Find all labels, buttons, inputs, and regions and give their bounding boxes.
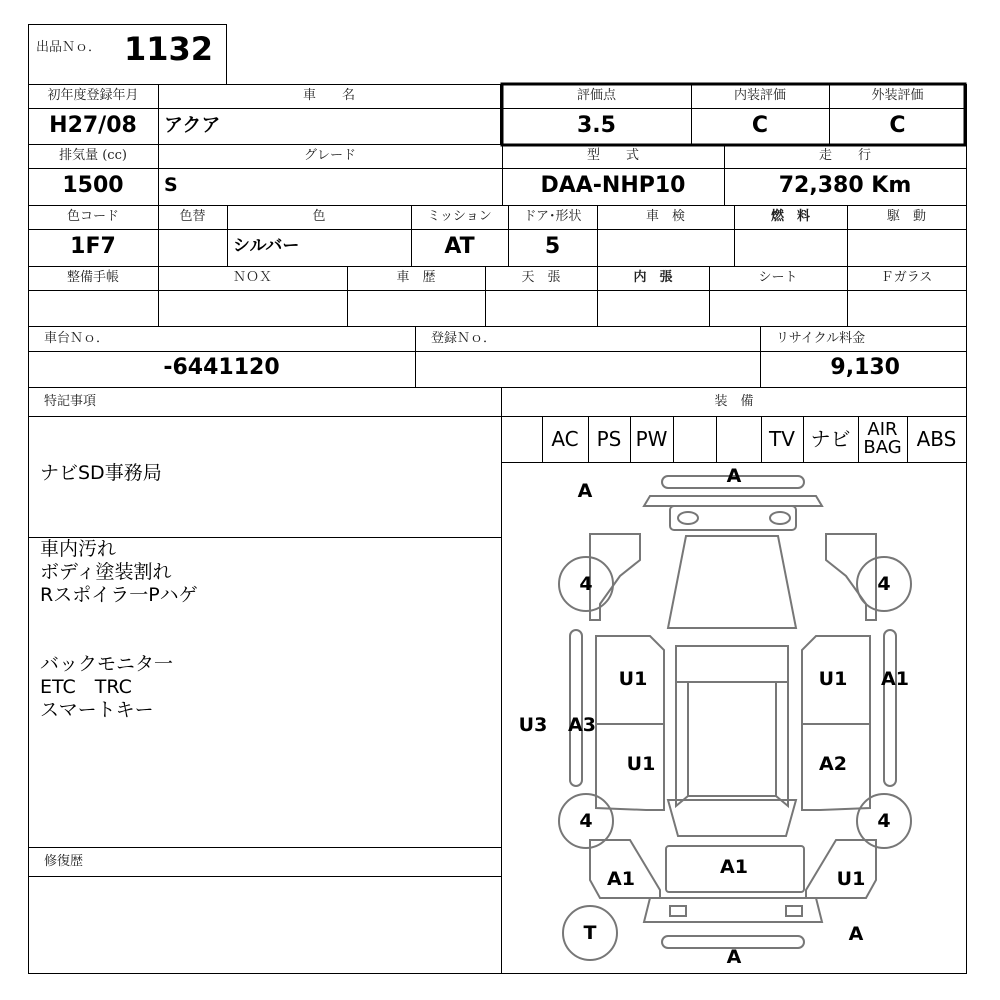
mileage-value: 72,380 Km: [778, 173, 912, 198]
nox-label: ＮＯＸ: [232, 270, 272, 285]
score-label: 評価点: [576, 88, 616, 103]
mark-left-rear-quarter: A1: [607, 868, 635, 890]
remark-line: [40, 607, 490, 630]
remark-line: スマートキー: [40, 699, 154, 721]
equipment-abs: ABS: [916, 427, 957, 451]
chassis-value: -6441120: [163, 355, 280, 380]
mark-trunk: A1: [720, 856, 748, 878]
remark-line: ボディ塗装割れ: [40, 561, 172, 583]
equipment-ac: AC: [551, 427, 579, 451]
color-change-label: 色替: [179, 209, 206, 224]
mark-right-front-door: U1: [818, 668, 848, 690]
mark-right-rear-door: A2: [819, 753, 847, 775]
mark-tire-front-left: 4: [579, 573, 593, 595]
fuel-label: 燃 料: [770, 209, 810, 224]
remark-line: [40, 630, 490, 653]
reg-date-label: 初年度登録年月: [47, 88, 139, 103]
exterior-label: 外装評価: [871, 88, 924, 103]
transmission-value: AT: [444, 234, 475, 259]
mark-rear-bumper: A: [726, 946, 742, 968]
mark-tire-rear-right: 4: [877, 810, 891, 832]
mark-front-left-corner: A: [577, 480, 593, 502]
mark-rear-right: A: [848, 923, 864, 945]
equipment-pw: PW: [635, 427, 668, 451]
registration-label: 登録Ｎｏ．: [431, 331, 497, 346]
mark-left-sill-outer: U3: [518, 714, 548, 736]
equipment-item: [502, 418, 542, 462]
door-shape-value: 5: [544, 234, 561, 259]
remark-line: 車内汚れ: [40, 538, 117, 560]
equipment-navi: ナビ: [810, 427, 851, 451]
exterior-value: C: [889, 113, 906, 138]
grade-value: S: [164, 174, 178, 196]
color-value: シルバー: [233, 236, 300, 256]
model-value: DAA-NHP10: [540, 173, 686, 198]
color-label: 色: [312, 209, 326, 224]
equipment-ps: PS: [596, 427, 622, 451]
drive-label: 駆 動: [886, 209, 926, 224]
mileage-label: 走 行: [818, 148, 871, 163]
mark-left-sill: A3: [568, 714, 596, 736]
remark-line: Rスポイラ一Pハゲ: [40, 584, 198, 606]
mark-right-side: A1: [881, 668, 909, 690]
reg-date-value: H27/08: [49, 113, 137, 138]
lot-label: 出品Ｎｏ．: [36, 40, 102, 55]
color-code-label: 色コード: [66, 209, 119, 224]
maintenance-label: 整備手帳: [66, 270, 119, 285]
lot-number: 1132: [124, 30, 214, 68]
car-name-label: 車 名: [302, 88, 355, 103]
remarks-list: [40, 538, 490, 722]
mark-tire-front-right: 4: [877, 573, 891, 595]
fglass-label: Ｆガラス: [880, 270, 933, 285]
transmission-label: ミッション: [427, 209, 492, 224]
color-code-value: 1F7: [70, 234, 116, 259]
recycle-label: リサイクル料金: [776, 331, 866, 346]
mark-spare-tire: T: [583, 922, 597, 944]
mark-front-bumper: A: [726, 465, 742, 487]
equipment-item: [673, 418, 716, 462]
equipment-airbag: AIR BAG: [863, 419, 902, 458]
remarks-label: 特記事項: [44, 394, 97, 409]
displacement-value: 1500: [62, 173, 124, 198]
interior-trim-label: 内 張: [633, 270, 673, 285]
interior-value: C: [751, 113, 769, 138]
recycle-value: 9,130: [830, 355, 900, 380]
equipment-item: [716, 418, 761, 462]
remark-line: バックモニタ一: [40, 653, 174, 675]
score-value: 3.5: [577, 113, 616, 138]
mark-tire-rear-left: 4: [579, 810, 593, 832]
grade-label: グレード: [303, 148, 356, 163]
mark-left-rear-door: U1: [626, 753, 656, 775]
remark-line: ETC TRC: [40, 676, 132, 698]
history-label: 車 歴: [396, 270, 436, 285]
model-label: 型 式: [586, 148, 639, 163]
interior-label: 内装評価: [733, 88, 786, 103]
headliner-label: 天 張: [521, 270, 561, 285]
equipment-label: 装 備: [714, 394, 754, 409]
displacement-label: 排気量 (cc): [59, 148, 127, 163]
inspection-label: 車 検: [645, 209, 685, 224]
remarks-top: ナビSD事務局: [40, 462, 162, 484]
repair-label: 修復歴: [44, 854, 84, 869]
chassis-label: 車台Ｎｏ．: [44, 331, 110, 346]
equipment-tv: TV: [769, 427, 795, 451]
mark-right-rear-quarter: U1: [836, 868, 866, 890]
door-shape-label: ドア･形状: [523, 209, 582, 224]
car-name-value: アクア: [164, 114, 221, 136]
mark-left-front-door: U1: [618, 668, 648, 690]
seat-label: シート: [758, 270, 798, 285]
